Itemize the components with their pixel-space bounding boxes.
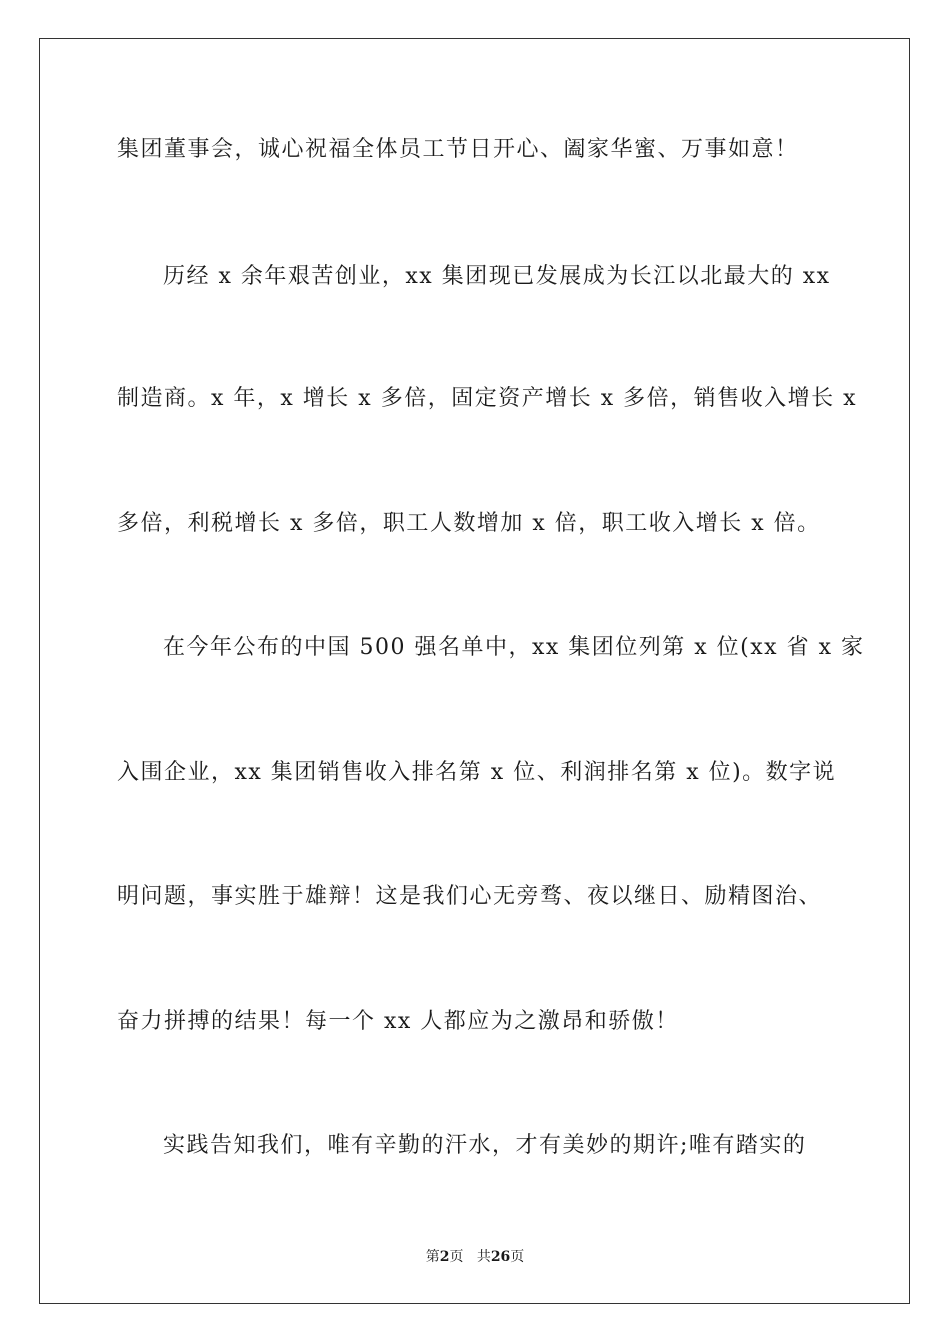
total-prefix: 共 [476,1249,491,1265]
body-line-9: 实践告知我们，唯有辛勤的汗水，才有美妙的期许;唯有踏实的 [163,1133,807,1158]
body-line-6: 入围企业，xx 集团销售收入排名第 x 位、利润排名第 x 位)。数字说 [117,760,837,785]
page-prefix: 第 [425,1249,440,1265]
total-suffix: 页 [510,1249,525,1265]
body-line-7: 明问题，事实胜于雄辩！这是我们心无旁骛、夜以继日、励精图治、 [117,884,823,909]
body-line-5: 在今年公布的中国 500 强名单中，xx 集团位列第 x 位(xx 省 x 家 [163,635,865,660]
page-border [39,38,910,1304]
body-line-1: 集团董事会，诚心祝福全体员工节日开心、阖家华蜜、万事如意！ [117,137,799,162]
current-page-number: 2 [439,1249,450,1265]
body-line-3: 制造商。x 年，x 增长 x 多倍，固定资产增长 x 多倍，销售收入增长 x [117,386,857,411]
page-footer [0,1247,950,1267]
body-line-8: 奋力拼搏的结果！每一个 xx 人都应为之激昂和骄傲！ [117,1009,679,1034]
body-line-4: 多倍，利税增长 x 多倍，职工人数增加 x 倍，职工收入增长 x 倍。 [117,511,821,536]
total-page-number: 26 [490,1249,511,1265]
body-line-2: 历经 x 余年艰苦创业，xx 集团现已发展成为长江以北最大的 xx [163,264,831,289]
page-suffix: 页 [449,1249,464,1265]
